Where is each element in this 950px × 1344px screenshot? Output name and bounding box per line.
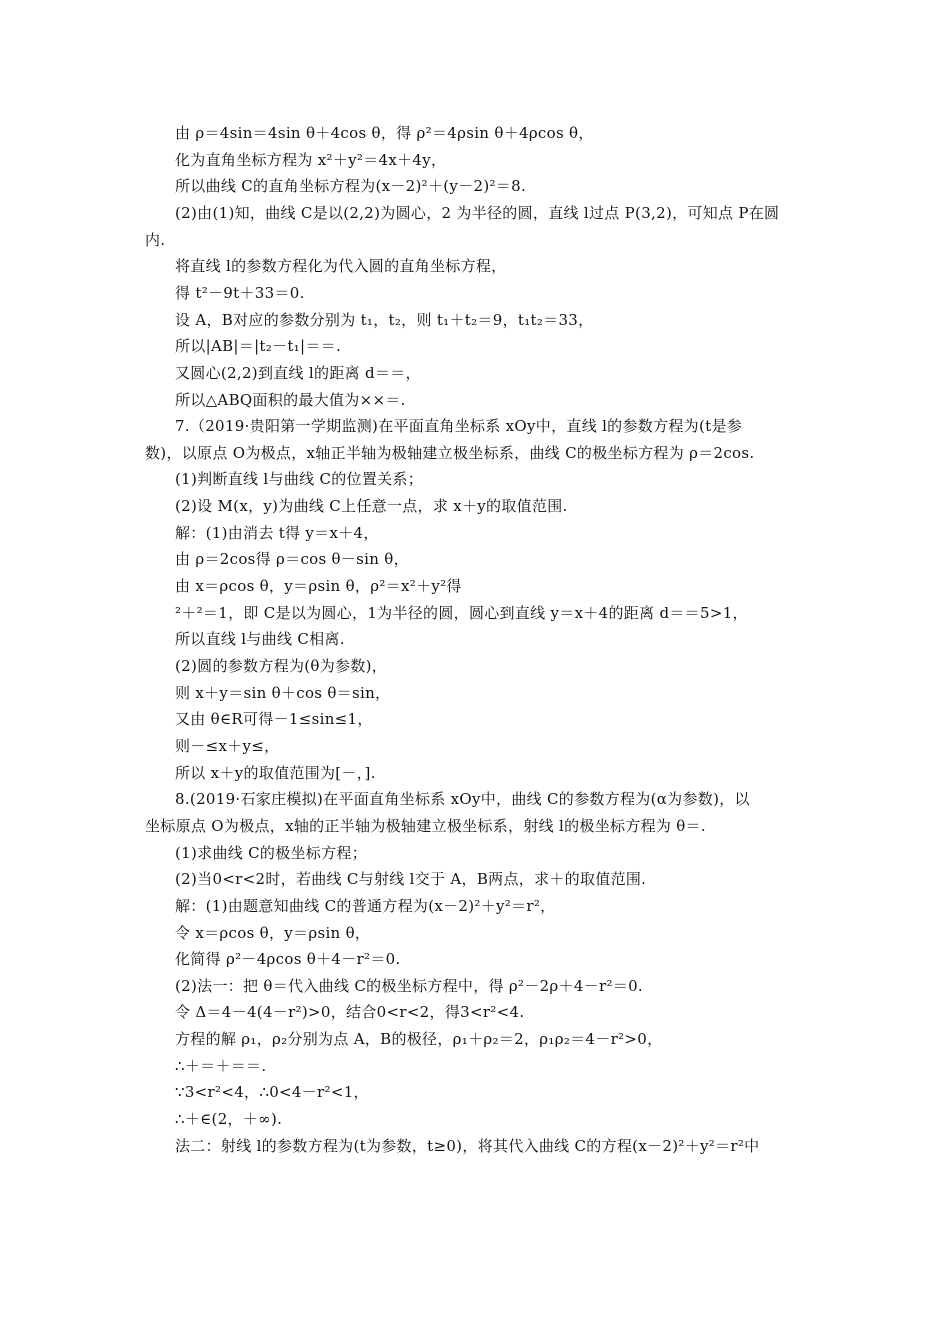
text-line: ∵3<r²<4，∴0<4－r²<1， [175,1083,369,1102]
text-line: ∴＋＝＋＝＝. [175,1056,267,1075]
text-line: 内. [145,230,166,249]
text-line: 化简得 ρ²－4ρcos θ＋4－r²＝0. [175,950,401,969]
text-line: 解：(1)由题意知曲线 C的普通方程为(x－2)²＋y²＝r²， [175,896,556,915]
text-line: 8.(2019·石家庄模拟)在平面直角坐标系 xOy中，曲线 C的参数方程为(α为参数)，以 [175,790,750,809]
text-line: (2)由(1)知，曲线 C是以(2,2)为圆心，2 为半径的圆，直线 l过点 P(3,2)，可知点 P在圆 [175,203,780,222]
text-line: (2)圆的参数方程为(θ为参数)， [175,657,388,675]
text-line: (2)当0<r<2时，若曲线 C与射线 l交于 A，B两点，求＋的取值范围. [175,870,647,889]
text-line: 令 Δ＝4－4(4－r²)>0，结合0<r<2，得3<r²<4. [175,1003,525,1022]
text-line: ∴＋∈(2，＋∞). [175,1110,283,1129]
text-line: 又由 θ∈R可得－1≤sin≤1， [175,710,373,729]
text-line: 则－≤x＋y≤， [175,736,280,755]
text-line: 将直线 l的参数方程化为代入圆的直角坐标方程， [175,257,507,276]
text-line: 又圆心(2,2)到直线 l的距离 d＝＝， [175,363,421,382]
text-line: (1)求曲线 C的极坐标方程； [175,843,367,862]
text-line: ²＋²＝1，即 C是以为圆心，1为半径的圆，圆心到直线 y＝x＋4的距离 d＝＝5>1， [175,603,748,622]
text-line: 得 t²－9t＋33＝0. [175,283,305,302]
text-line: 化为直角坐标方程为 x²＋y²＝4x＋4y， [175,150,447,169]
text-line: (2)设 M(x，y)为曲线 C上任意一点，求 x＋y的取值范围. [175,497,568,516]
text-line: 由 ρ＝2cos得 ρ＝cos θ－sin θ， [175,550,409,569]
text-line: 所以直线 l与曲线 C相离. [175,630,345,649]
text-line: 所以|AB|＝|t₂－t₁|＝＝. [175,337,342,356]
text-line: 所以△ABQ面积的最大值为××＝. [175,390,406,409]
text-line: 方程的解 ρ₁，ρ₂分别为点 A，B的极径，ρ₁＋ρ₂＝2，ρ₁ρ₂＝4－r²>0， [175,1030,663,1049]
text-line: 所以 x＋y的取值范围为[－，]. [175,763,376,782]
text-line: 由 x＝ρcos θ，y＝ρsin θ，ρ²＝x²＋y²得 [175,577,462,596]
text-line: (2)法一：把 θ＝代入曲线 C的极坐标方程中，得 ρ²－2ρ＋4－r²＝0. [175,976,643,995]
text-line: 法二：射线 l的参数方程为(t为参数，t≥0)，将其代入曲线 C的方程(x－2)²＋y²＝r²中 [175,1136,760,1155]
text-line: 数)，以原点 O为极点，x轴正半轴为极轴建立极坐标系，曲线 C的极坐标方程为 ρ＝2cos. [145,443,755,462]
text-line: 则 x＋y＝sin θ＋cos θ＝sin， [175,683,391,702]
text-line: 所以曲线 C的直角坐标方程为(x－2)²＋(y－2)²＝8. [175,177,527,196]
text-line: 7.（2019·贵阳第一学期监测)在平面直角坐标系 xOy中，直线 l的参数方程为(t是参 [175,417,743,436]
text-line: 由 ρ＝4sin＝4sin θ＋4cos θ，得 ρ²＝4ρsin θ＋4ρcos θ， [175,124,594,142]
text-line: 令 x＝ρcos θ，y＝ρsin θ， [175,923,371,942]
text-line: (1)判断直线 l与曲线 C的位置关系； [175,470,424,489]
text-line: 设 A，B对应的参数分别为 t₁，t₂，则 t₁＋t₂＝9，t₁t₂＝33， [175,310,594,329]
text-line: 坐标原点 O为极点，x轴的正半轴为极轴建立极坐标系，射线 l的极坐标方程为 θ＝. [145,816,706,835]
text-line: 解：(1)由消去 t得 y＝x＋4， [175,523,379,542]
